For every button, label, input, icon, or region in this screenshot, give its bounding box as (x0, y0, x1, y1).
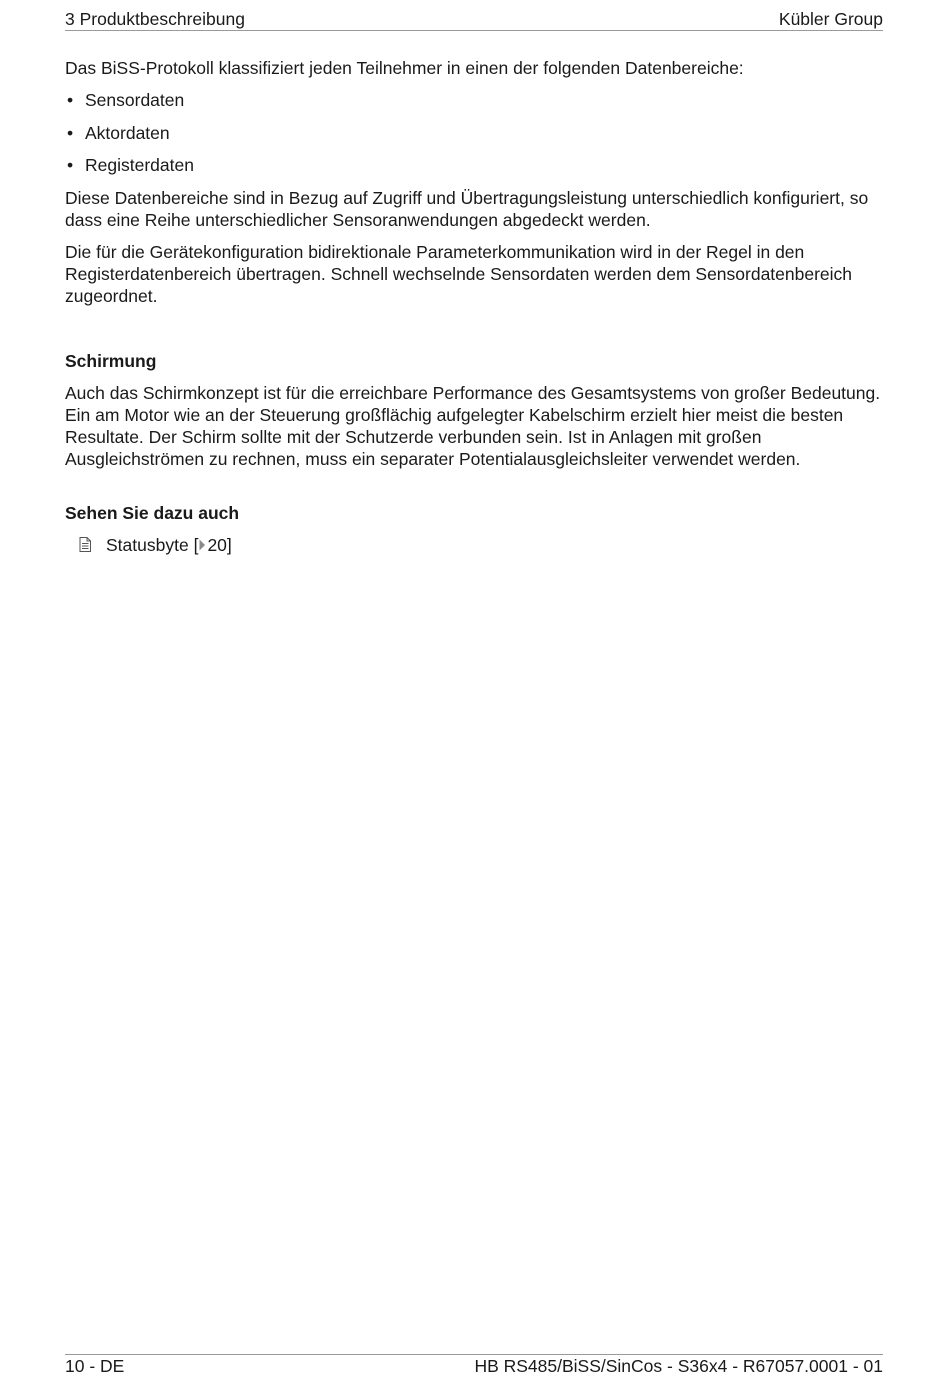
list-item-label: Registerdaten (85, 155, 194, 175)
intro-paragraph: Das BiSS-Protokoll klassifiziert jeden Teilnehmer in einen der folgenden Datenbereiche: (65, 58, 744, 78)
list-item (65, 122, 885, 144)
company-name: Kübler Group (778, 9, 883, 29)
chapter-title: 3 Produktbeschreibung (65, 9, 245, 29)
link-label: Statusbyte (106, 534, 189, 555)
page-reference: 20 (207, 534, 227, 555)
main-content (65, 57, 885, 556)
document-icon (79, 537, 91, 552)
data-area-list (65, 89, 885, 176)
list-item (65, 154, 885, 176)
register-paragraph: Die für die Gerätekonfiguration bidirektionale Parameterkommunikation wird in der Regel in den Registerdatenbereich übertragen. Schnell wechselnde Sensordaten werden dem Sensordatenbereich zugeordnet. (65, 241, 853, 306)
section-heading: Sehen Sie dazu auch (65, 502, 240, 523)
page-header (65, 8, 883, 31)
see-also-section (65, 502, 885, 556)
list-item-label: Aktordaten (85, 122, 170, 143)
bullet-icon: • (67, 122, 74, 143)
close-bracket: ] (226, 534, 232, 555)
bullet-icon: • (67, 155, 74, 175)
list-item-label: Sensordaten (85, 90, 185, 110)
open-bracket: [ (193, 534, 199, 555)
shielding-section (65, 350, 885, 470)
list-item (65, 89, 885, 111)
section-heading: Schirmung (65, 350, 157, 371)
page-number: 10 - DE (65, 1356, 125, 1376)
config-paragraph: Diese Datenbereiche sind in Bezug auf Zugriff und Übertragungsleistung unterschiedlich konfiguriert, so dass eine Reihe unterschiedlicher Sensoranwendungen abgedeckt werden. (65, 187, 869, 230)
shielding-paragraph: Auch das Schirmkonzept ist für die erreichbare Performance des Gesamtsystems von großer Bedeutung. Ein am Motor wie an der Steuerung großflächig aufgelegter Kabelschirm erzielt hier meist die besten Resultate. Der Schirm sollte mit der Schutzerde verbunden sein. Ist in Anlagen mit großen Ausgleichströmen zu rechnen, muss ein separater Potentialausgleichsleiter verwendet werden. (65, 382, 881, 469)
see-also-link[interactable] (65, 534, 885, 556)
document-id: HB RS485/BiSS/SinCos - S36x4 - R67057.0001 - 01 (474, 1356, 883, 1376)
bullet-icon: • (67, 90, 74, 110)
